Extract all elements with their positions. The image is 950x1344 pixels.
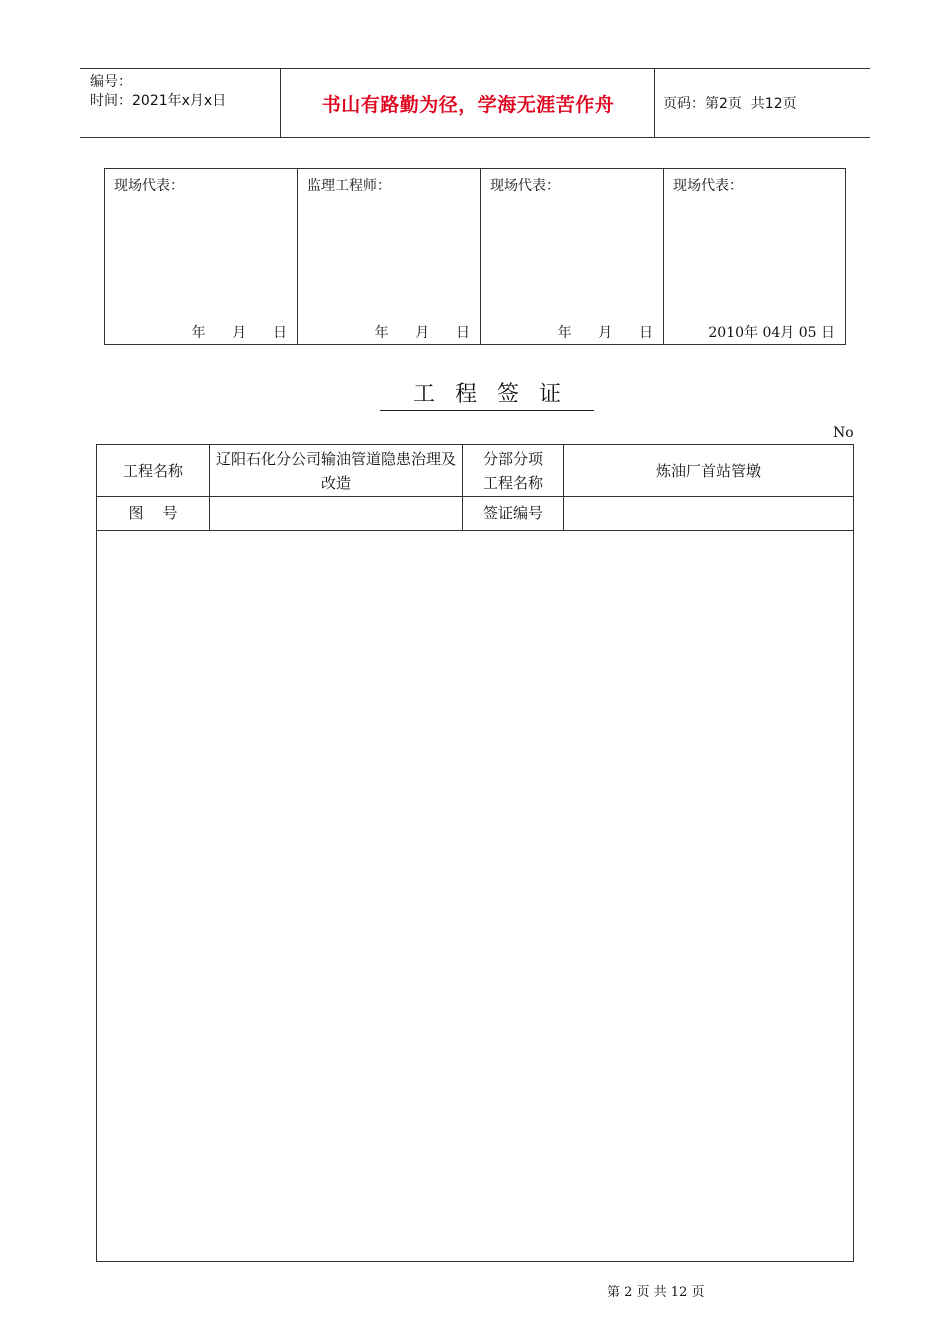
signature-label: 现场代表： bbox=[673, 178, 743, 194]
signature-cell bbox=[105, 169, 298, 344]
signature-cell bbox=[481, 169, 664, 344]
visa-no-label: 签证编号 bbox=[463, 496, 564, 530]
signature-label: 现场代表： bbox=[114, 178, 184, 194]
sub-project-label: 分部分项工程名称 bbox=[463, 445, 564, 496]
header-motto: 书山有路勤为径，学海无涯苦作舟 bbox=[282, 69, 655, 137]
page-header bbox=[80, 68, 870, 138]
visa-table bbox=[96, 444, 854, 1262]
signature-cell bbox=[298, 169, 481, 344]
signature-table bbox=[104, 168, 846, 345]
signature-date: 年 月 日 bbox=[191, 325, 287, 341]
sub-project-value: 炼油厂首站管墩 bbox=[655, 461, 761, 480]
signature-date: 年 月 日 bbox=[557, 325, 653, 341]
signature-date: 年 月 日 bbox=[374, 325, 470, 341]
number-no-label: No bbox=[833, 425, 854, 441]
signature-cell bbox=[664, 169, 845, 344]
signature-date: 2010年 04月 05 日 bbox=[708, 325, 835, 341]
document-title: 工程签证 bbox=[380, 380, 594, 411]
project-name-label: 工程名称 bbox=[97, 445, 210, 496]
header-page-info: 页码：第2页 共12页 bbox=[663, 96, 797, 112]
page-footer: 第 2 页 共 12 页 bbox=[607, 1285, 705, 1300]
table-row bbox=[97, 445, 853, 497]
signature-label: 现场代表： bbox=[490, 178, 560, 194]
drawing-no-value[interactable] bbox=[210, 496, 463, 530]
number-label: 编号： bbox=[90, 74, 132, 90]
drawing-no-label: 图 号 bbox=[97, 496, 210, 530]
project-name-value: 辽阳石化分公司输油管道隐患治理及改造 bbox=[210, 445, 463, 496]
signature-label: 监理工程师： bbox=[307, 178, 391, 194]
table-row bbox=[97, 496, 853, 531]
visa-no-value[interactable] bbox=[564, 496, 853, 530]
visa-content-area[interactable] bbox=[97, 531, 853, 1261]
header-meta bbox=[80, 69, 281, 137]
time-label: 时间：2021年x月x日 bbox=[90, 93, 227, 109]
